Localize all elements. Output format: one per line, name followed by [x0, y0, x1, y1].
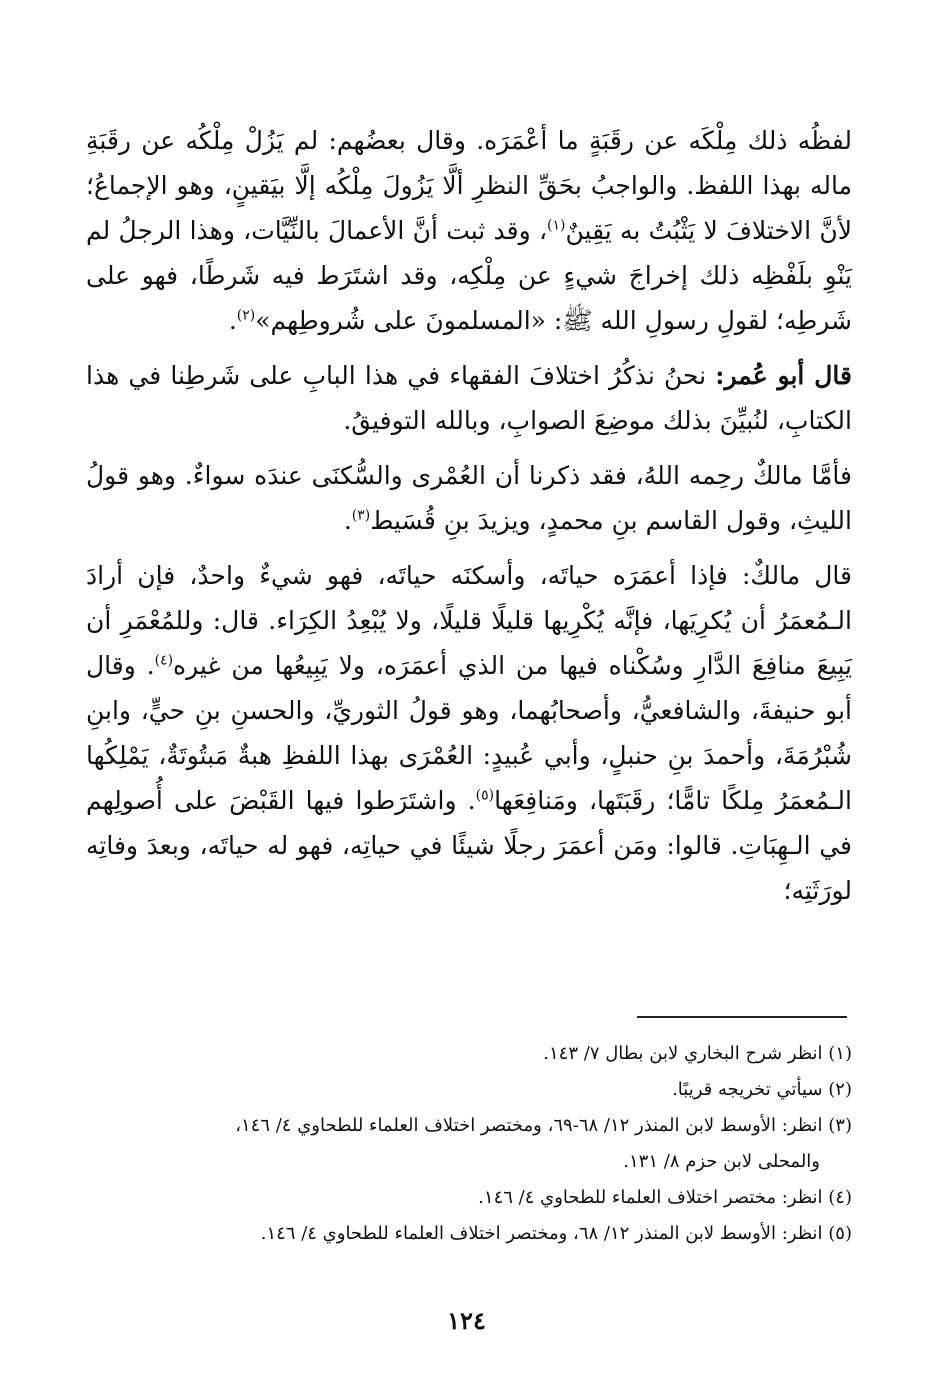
footnote-divider — [637, 1016, 847, 1018]
footnote-ref-5[interactable]: (٥) — [475, 787, 495, 804]
footnotes — [86, 1036, 852, 1252]
speaker-label: قال أبو عُمر: — [715, 361, 853, 390]
paragraph-2 — [86, 353, 852, 443]
page-number: ١٢٤ — [447, 1306, 486, 1335]
paragraph-3-text: فأمَّا مالكٌ رحِمه اللهُ، فقد ذكرنا أن العُمْرى والسُّكنَى عندَه سواءٌ. وهو قولُ الليثِ، وقول القاسم بنِ محمدٍ، ويزيدَ بنِ قُسَيط — [86, 461, 852, 535]
footnote-ref-2[interactable]: (٢) — [236, 307, 256, 324]
paragraph-4-text-cont: . وقال أبو حنيفةَ، والشافعيُّ، وأصحابُهما، وهو قولُ الثوريِّ، والحسنِ بنِ حيٍّ، وابنِ شُبْرُمَةَ، وأحمدَ بنِ حنبلٍ، وأبي عُبيدٍ: العُمْرَى بهذا اللفظِ هبةٌ مَبتُوتَةٌ، يَمْلِكُها الـمُعمَرُ مِلكًا تامًّا؛ رقَبَتَها، ومَنافِعَها — [86, 651, 852, 815]
paragraph-2-text: نحنُ نذكُرُ اختلافَ الفقهاء في هذا البابِ على شَرطِنا في هذا الكتابِ، لنُبيِّنَ بذلك موضِعَ الصوابِ، وبالله التوفيقُ. — [86, 361, 852, 435]
footnote-1: (١) انظر شرح البخاري لابن بطال ٧/ ١٤٣. — [543, 1043, 852, 1064]
footnote-3: (٣) انظر: الأوسط لابن المنذر ١٢/ ٦٨-٦٩، ومختصر اختلاف العلماء للطحاوي ٤/ ١٤٦، — [235, 1115, 852, 1136]
paragraph-3-end: . — [343, 506, 352, 535]
footnote-4: (٤) انظر: مختصر اختلاف العلماء للطحاوي ٤/ ١٤٦. — [478, 1187, 852, 1208]
paragraph-1 — [86, 118, 852, 343]
main-text — [86, 118, 852, 923]
paragraph-4 — [86, 553, 852, 913]
paragraph-4-text: قال مالكٌ: فإذا أعمَرَه حياتَه، وأسكنَه حياتَه، فهو شيءٌ واحدٌ، فإن أرادَ الـمُعمَرُ أن يُكرِيَها، فإنَّه يُكْرِيها قليلًا قليلًا، ولا يُبْعِدُ الكِرَاء. قال: وللمُعْمَرِ أن يَبِيعَ منافِعَ الدَّارِ وسُكْناه فيها من الذي أعمَرَه، ولا يَبِيعُها من غيره — [86, 561, 852, 680]
paragraph-1-text: لفظُه ذلك مِلْكَه عن رقَبَةٍ ما أعْمَرَه. وقال بعضُهم: لم يَزُلْ مِلْكُه عن رقَبَةِ ماله بهذا اللفظ. والواجبُ بحَقِّ النظرِ ألَّا يَزُولَ مِلْكُه إلَّا بيَقينٍ، وهو الإجماعُ؛ لأنَّ الاختلافَ لا يَثْبُتُ به يَقِينٌ — [86, 126, 852, 245]
footnote-5: (٥) انظر: الأوسط لابن المنذر ١٢/ ٦٨، ومختصر اختلاف العلماء للطحاوي ٤/ ١٤٦. — [260, 1223, 852, 1244]
paragraph-1-end: . — [228, 306, 237, 335]
footnote-ref-1[interactable]: (١) — [547, 217, 566, 234]
paragraph-3 — [86, 453, 852, 543]
footnote-ref-4[interactable]: (٤) — [154, 652, 174, 669]
footnote-2: (٢) سيأتي تخريجه قريبًا. — [672, 1079, 852, 1100]
footnote-ref-3[interactable]: (٣) — [351, 507, 371, 524]
footnote-3-cont: والمحلى لابن حزم ٨/ ١٣١. — [623, 1151, 820, 1172]
paragraph-4-text-end: . واشتَرَطوا فيها القَبْضَ على أُصولِهم في الـهِبَاتِ. قالوا: ومَن أعمَرَ رجلًا شيئًا في حياتِه، فهو له حياتَه، وبعدَ وفاتِه لورَثَتِه؛ — [86, 786, 852, 905]
paragraph-1-text-cont: ، وقد ثبت أنَّ الأعمالَ بالنِّيَّات، وهذا الرجلُ لم يَنْوِ بلَفْظِه ذلك إخراجَ شيءٍ عن مِلْكِه، وقد اشتَرَط فيه شَرطًا، فهو على شَرطِه؛ لقولِ رسولِ الله ﷺ: «المسلمونَ على شُروطِهم» — [86, 216, 852, 335]
